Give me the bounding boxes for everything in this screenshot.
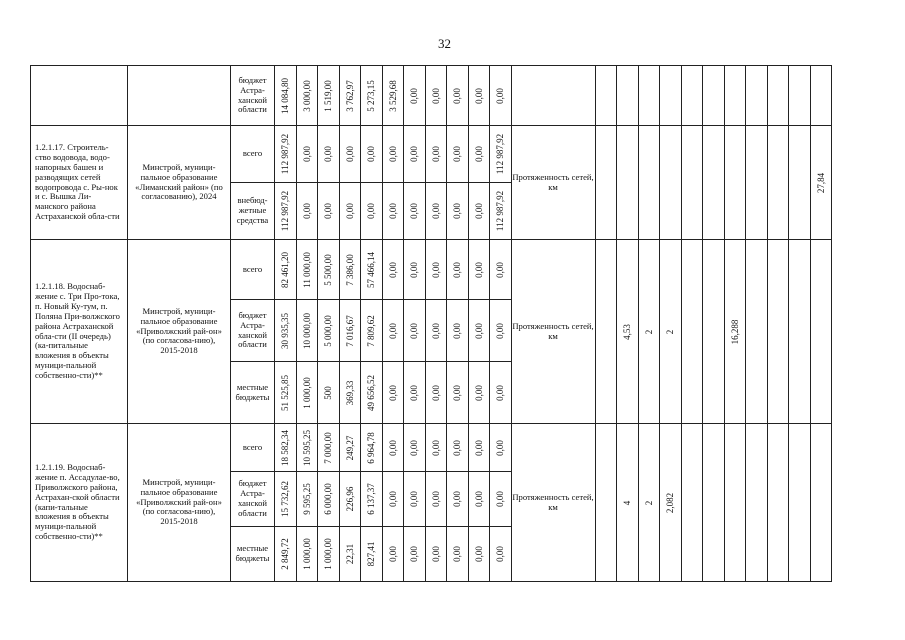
funding-value [382,300,404,362]
indicator-value [660,424,682,582]
funding-source: всего [231,126,275,183]
funding-value [361,300,383,362]
funding-value [425,300,447,362]
funding-value-text: 0,00 [387,546,398,562]
funding-value [447,472,469,527]
funding-value-text: 82 461,20 [280,251,291,288]
funding-value-text: 0,00 [473,261,484,278]
funding-source: внебюд-жетные средства [231,183,275,240]
funding-value-text: 22,31 [344,543,355,565]
funding-value-text: 0,00 [366,146,377,162]
funding-value [296,300,318,362]
funding-value-text: 7 000,00 [323,431,334,464]
funding-value [296,66,318,126]
funding-value [275,472,297,527]
indicator-value [595,424,617,582]
indicator-value [681,66,703,126]
funding-value-text: 0,00 [452,439,463,456]
funding-value-text: 0,00 [323,203,334,219]
funding-value [275,183,297,240]
table-row [31,126,832,183]
funding-source: бюджет Астра-ханской области [231,472,275,527]
funding-value [318,66,340,126]
funding-value [447,126,469,183]
funding-value [404,183,426,240]
funding-value-text: 49 656,52 [366,374,377,411]
funding-value [404,66,426,126]
funding-source: всего [231,424,275,472]
funding-value-text: 0,00 [409,491,420,507]
funding-value [361,183,383,240]
funding-value [361,527,383,582]
funding-value [318,424,340,472]
indicator-value [810,126,832,240]
funding-value-text: 0,00 [409,146,420,162]
funding-value [318,362,340,424]
funding-value-text: 0,00 [409,203,420,219]
funding-value-text: 0,00 [495,439,506,456]
funding-value [339,424,361,472]
funding-value-text: 0,00 [409,261,420,278]
funding-value-text: 5 500,00 [323,253,334,286]
funding-value-text: 0,00 [430,87,441,104]
indicator-value [660,126,682,240]
funding-value [468,300,490,362]
indicator-value [703,240,725,424]
funding-value-text: 0,00 [452,384,463,401]
funding-value-text: 0,00 [430,439,441,456]
funding-value-text: 0,00 [409,439,420,456]
indicator-name: Протяженность сетей, км [511,126,595,240]
indicator-value [746,424,768,582]
indicator-value [595,240,617,424]
funding-value-text: 0,00 [387,322,398,339]
funding-value-text: 0,00 [430,146,441,162]
funding-value [490,424,512,472]
funding-value [361,240,383,300]
funding-value [339,66,361,126]
funding-value-text: 369,33 [344,380,355,405]
indicator-value [746,240,768,424]
funding-value [275,362,297,424]
executor [128,66,231,126]
funding-value-text: 11 000,00 [301,251,312,288]
funding-value [275,240,297,300]
funding-value [425,362,447,424]
indicator-name [511,66,595,126]
funding-value [468,183,490,240]
funding-value [425,472,447,527]
funding-value [275,66,297,126]
funding-value-text: 0,00 [473,322,484,339]
funding-source: бюджет Астра-ханской области [231,300,275,362]
funding-value-text: 0,00 [473,491,484,507]
funding-value-text: 0,00 [452,203,463,219]
funding-value [382,362,404,424]
funding-value-text: 0,00 [387,439,398,456]
executor: Минстрой, муници-пальное образование «Приволжский рай-он» (по согласова-нию), 2015-2018 [128,424,231,582]
funding-value-text: 15 732,62 [280,481,291,517]
indicator-value [767,126,789,240]
indicator-value [638,240,660,424]
funding-value [339,472,361,527]
funding-value [339,300,361,362]
measure-name: 1.2.1.17. Строитель-ство водовода, водо-напорных башен и разводящих сетей водопровода с. Ры-нок и с. Вышка Ли-манского района Астраханской обла-сти [31,126,128,240]
funding-value [361,424,383,472]
funding-value [447,424,469,472]
measure-name: 1.2.1.19. Водоснаб-жение п. Ассадулае-во, Приволжского района, Астрахан-ской области (капи-тальные вложения в объекты муници-пальной собственно-сти)** [31,424,128,582]
funding-value-text: 0,00 [452,322,463,339]
funding-value-text: 1 000,00 [301,538,312,570]
funding-value-text: 0,00 [452,146,463,162]
indicator-name: Протяженность сетей, км [511,424,595,582]
funding-value-text: 9 595,25 [301,483,312,515]
funding-value-text: 5 000,00 [323,314,334,347]
funding-value-text: 6 137,37 [366,483,377,515]
indicator-value [617,66,639,126]
funding-value [490,183,512,240]
funding-value-text: 7 809,62 [366,314,377,347]
funding-source: местные бюджеты [231,527,275,582]
funding-value-text: 57 466,14 [366,251,377,288]
funding-value-text: 51 525,85 [280,374,291,411]
indicator-value [810,424,832,582]
funding-value-text: 2 849,72 [280,538,291,570]
funding-value-text: 0,00 [344,203,355,219]
indicator-value [789,66,811,126]
funding-value-text: 1 519,00 [323,79,334,112]
table-row [31,240,832,300]
indicator-value [660,66,682,126]
funding-value-text: 500 [323,385,334,400]
indicator-value [789,424,811,582]
funding-value-text: 0,00 [387,261,398,278]
indicator-value [703,66,725,126]
funding-value [361,126,383,183]
funding-value [490,472,512,527]
indicator-value [724,424,746,582]
funding-value-text: 7 386,00 [344,253,355,286]
funding-value [382,527,404,582]
funding-value-text: 0,00 [495,322,506,339]
indicator-value-text: 2 [643,329,654,334]
funding-value [275,300,297,362]
funding-value-text: 0,00 [452,87,463,104]
indicator-value [638,126,660,240]
indicator-value-text: 16,288 [729,319,740,344]
funding-value-text: 0,00 [323,146,334,162]
page-number: 32 [438,36,451,51]
funding-value [490,126,512,183]
indicator-value-text: 27,84 [815,172,826,193]
funding-value [382,424,404,472]
funding-value [382,183,404,240]
funding-value-text: 0,00 [473,146,484,162]
funding-value [296,424,318,472]
funding-source: местные бюджеты [231,362,275,424]
funding-value [468,527,490,582]
funding-value-text: 6 000,00 [323,483,334,515]
funding-value [490,240,512,300]
funding-value-text: 3 762,97 [344,79,355,112]
program-table [30,65,832,582]
funding-value-text: 0,00 [387,203,398,219]
indicator-value [617,240,639,424]
indicator-value [767,66,789,126]
funding-value [490,362,512,424]
funding-value [425,126,447,183]
funding-value-text: 0,00 [452,491,463,507]
indicator-value [703,126,725,240]
funding-value [296,240,318,300]
funding-value-text: 0,00 [430,203,441,219]
funding-value [296,362,318,424]
funding-value-text: 0,00 [430,261,441,278]
funding-value-text: 18 582,34 [280,429,291,466]
funding-value-text: 14 084,80 [280,77,291,114]
indicator-value [724,240,746,424]
funding-value-text: 0,00 [495,546,506,562]
indicator-value-text: 4,53 [622,323,633,340]
funding-value-text: 0,00 [387,491,398,507]
funding-value [447,240,469,300]
indicator-value [681,424,703,582]
funding-value [447,300,469,362]
indicator-value [595,126,617,240]
indicator-name: Протяженность сетей, км [511,240,595,424]
funding-value-text: 0,00 [495,261,506,278]
funding-value [404,472,426,527]
indicator-value [617,424,639,582]
funding-value [318,527,340,582]
funding-value-text: 0,00 [387,146,398,162]
funding-value [361,472,383,527]
funding-value [468,472,490,527]
funding-value-text: 5 273,15 [366,79,377,112]
funding-value [468,126,490,183]
funding-value [447,183,469,240]
indicator-value-text: 2 [665,329,676,334]
funding-value [382,240,404,300]
funding-value-text: 249,27 [344,435,355,460]
indicator-value [789,126,811,240]
funding-value-text: 1 000,00 [301,376,312,409]
indicator-value [746,126,768,240]
measure-name: 1.2.1.18. Водоснаб-жение с. Три Про-тока, п. Новый Ку-тум, п. Поляна При-волжского района Астраханской обла-сти (II очередь) (ка-питальные вложения в объекты муници-пальной собственно-сти)** [31,240,128,424]
funding-value [468,424,490,472]
funding-value [318,472,340,527]
funding-value [296,472,318,527]
funding-value-text: 0,00 [409,384,420,401]
funding-source: всего [231,240,275,300]
funding-value-text: 0,00 [473,546,484,562]
funding-value-text: 0,00 [473,203,484,219]
funding-value [425,240,447,300]
funding-value-text: 1 000,00 [323,538,334,570]
funding-value [468,240,490,300]
funding-value [296,527,318,582]
funding-value [468,66,490,126]
funding-value-text: 0,00 [452,261,463,278]
funding-value [490,66,512,126]
funding-value-text: 0,00 [430,384,441,401]
funding-value [447,527,469,582]
table-row [31,424,832,472]
funding-value-text: 7 016,67 [344,314,355,347]
funding-value [425,66,447,126]
funding-value [425,183,447,240]
funding-value-text: 10 000,00 [301,312,312,349]
funding-value-text: 0,00 [409,322,420,339]
funding-value [382,472,404,527]
indicator-value [724,126,746,240]
indicator-value-text: 2,082 [665,492,676,513]
funding-value [404,527,426,582]
funding-value [425,424,447,472]
funding-source: бюджет Астра-ханской области [231,66,275,126]
funding-value-text: 0,00 [387,384,398,401]
funding-value-text: 0,00 [430,546,441,562]
indicator-value [767,424,789,582]
indicator-value [789,240,811,424]
indicator-value [767,240,789,424]
funding-value [404,240,426,300]
funding-value-text: 0,00 [495,384,506,401]
funding-value-text: 112 987,92 [280,133,291,175]
funding-value [296,126,318,183]
indicator-value [703,424,725,582]
indicator-value [681,240,703,424]
funding-value [339,362,361,424]
table-row [31,66,832,126]
funding-value [404,126,426,183]
funding-value-text: 0,00 [473,384,484,401]
funding-value-text: 0,00 [452,546,463,562]
indicator-value-text: 2 [643,500,654,505]
funding-value-text: 0,00 [495,87,506,104]
indicator-value [746,66,768,126]
funding-value-text: 0,00 [344,146,355,162]
funding-value-text: 30 935,35 [280,312,291,349]
funding-value-text: 0,00 [473,87,484,104]
funding-value [339,240,361,300]
indicator-value [660,240,682,424]
indicator-value [638,424,660,582]
funding-value [404,362,426,424]
funding-value-text: 0,00 [409,546,420,562]
funding-value [296,183,318,240]
funding-value-text: 0,00 [495,491,506,507]
funding-value-text: 0,00 [430,322,441,339]
indicator-value [681,126,703,240]
funding-value-text: 0,00 [366,203,377,219]
funding-value [404,300,426,362]
funding-value [275,126,297,183]
indicator-value [724,66,746,126]
indicator-value [617,126,639,240]
funding-value-text: 0,00 [301,146,312,162]
funding-value-text: 3 529,68 [387,79,398,112]
funding-value [275,424,297,472]
funding-value [490,300,512,362]
funding-value-text: 10 595,25 [301,429,312,466]
funding-value-text: 6 964,78 [366,431,377,464]
funding-value-text: 0,00 [430,491,441,507]
funding-value [447,66,469,126]
indicator-value [810,240,832,424]
indicator-value [595,66,617,126]
funding-value [404,424,426,472]
indicator-value [638,66,660,126]
funding-value [382,126,404,183]
funding-value [382,66,404,126]
funding-value [339,183,361,240]
funding-value [468,362,490,424]
funding-value [447,362,469,424]
indicator-value [810,66,832,126]
funding-value [318,240,340,300]
funding-value-text: 112 987,92 [495,133,506,175]
funding-value-text: 3 000,00 [301,79,312,112]
funding-value [318,126,340,183]
measure-name [31,66,128,126]
funding-value-text: 112 987,92 [495,190,506,232]
funding-value [339,126,361,183]
funding-value-text: 0,00 [473,439,484,456]
funding-value [275,527,297,582]
funding-value [361,66,383,126]
funding-value-text: 226,96 [344,486,355,512]
funding-value-text: 0,00 [409,87,420,104]
indicator-value-text: 4 [622,500,633,505]
funding-value-text: 827,41 [366,541,377,567]
funding-value-text: 0,00 [301,203,312,219]
funding-value [361,362,383,424]
funding-value-text: 112 987,92 [280,190,291,232]
executor: Минстрой, муници-пальное образование «Лиманский район» (по согласованию), 2024 [128,126,231,240]
executor: Минстрой, муници-пальное образование «Приволжский рай-он» (по согласова-нию), 2015-2018 [128,240,231,424]
funding-value [318,300,340,362]
funding-value [425,527,447,582]
funding-value [318,183,340,240]
funding-value [339,527,361,582]
funding-value [490,527,512,582]
